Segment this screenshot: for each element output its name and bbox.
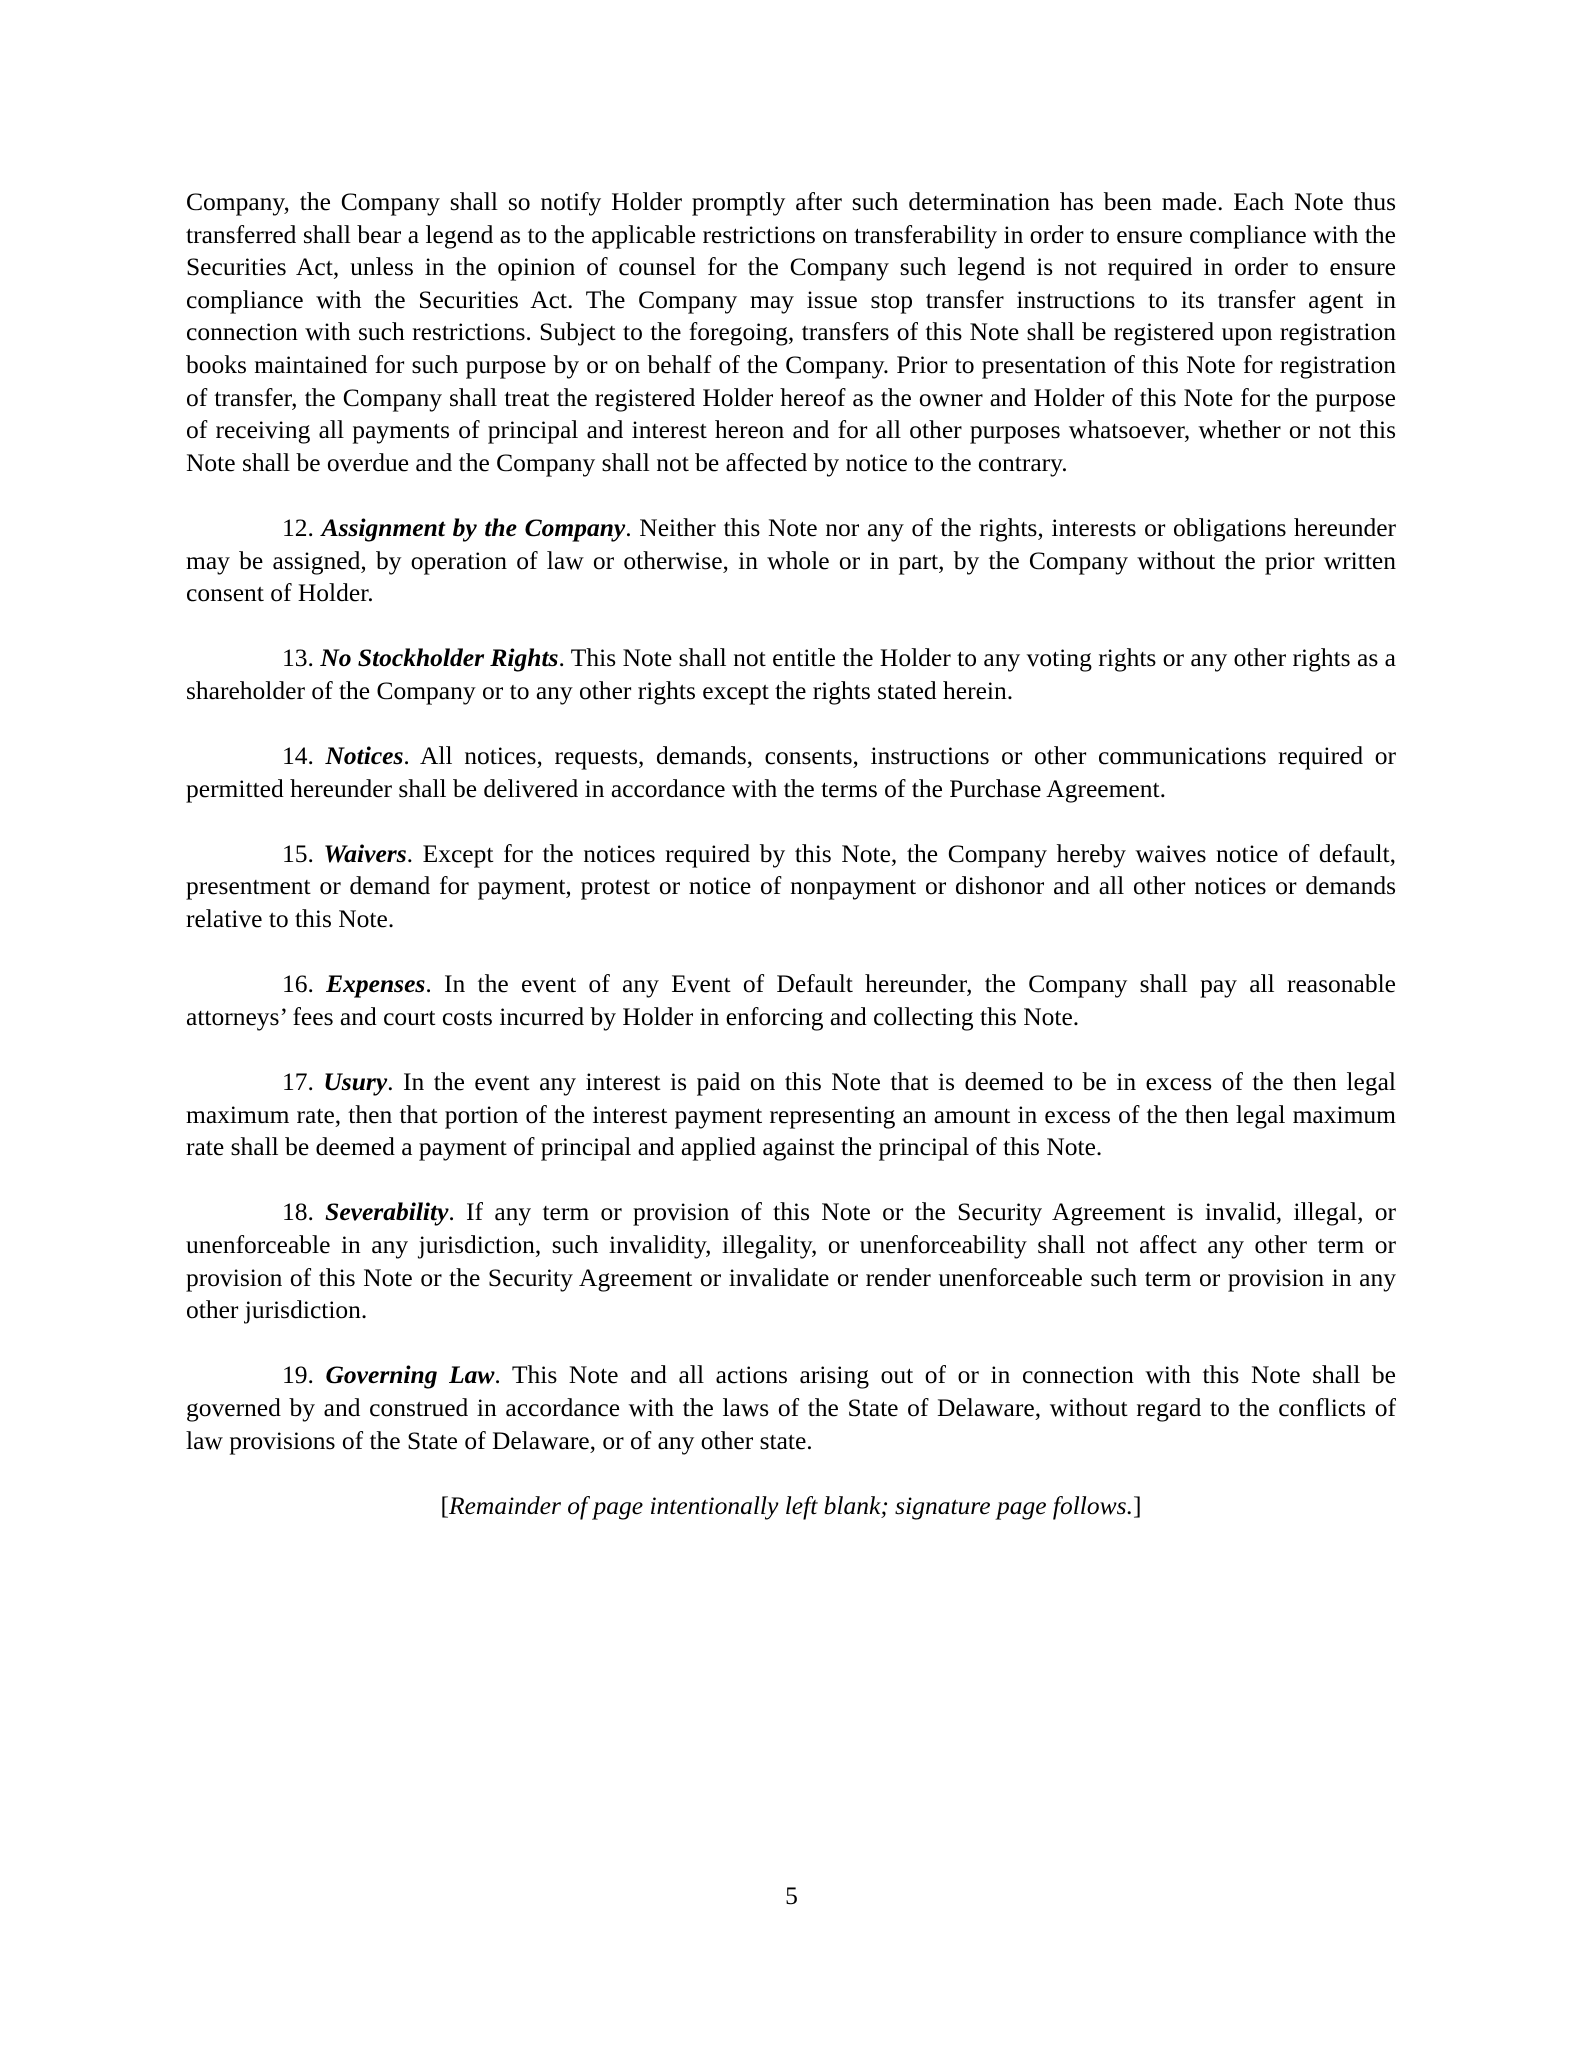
section-13	[186, 642, 1396, 707]
section-number: 15.	[282, 838, 314, 868]
continuation-paragraph: Company, the Company shall so notify Holder promptly after such determination has been made. Each Note thus transferred shall bear a legend as to the applicable restrictions on transferability in order to ensure compliance with the Securities Act, unless in the opinion of counsel for the Company such legend is not required in order to ensure compliance with the Securities Act. The Company may issue stop transfer instructions to its transfer agent in connection with such restrictions. Subject to the foregoing, transfers of this Note shall be registered upon registration books maintained for such purpose by or on behalf of the Company. Prior to presentation of this Note for registration of transfer, the Company shall treat the registered Holder hereof as the owner and Holder of this Note for the purpose of receiving all payments of principal and interest hereon and for all other purposes whatsoever, whether or not this Note shall be overdue and the Company shall not be affected by notice to the contrary.	[186, 187, 1396, 477]
section-heading: Usury	[323, 1067, 388, 1097]
remainder-open-bracket: [	[440, 1490, 450, 1520]
section-heading: Notices	[325, 741, 404, 771]
remainder-text: Remainder of page intentionally left blank; signature page follows.	[449, 1490, 1133, 1520]
section-heading: Assignment by the Company	[321, 512, 626, 542]
section-body: . Except for the notices required by this Note, the Company hereby waives notice of default, presentment or demand for payment, protest or notice of nonpayment or dishonor and all other notices or demands relative to this Note.	[186, 838, 1397, 934]
section-body: . This Note shall not entitle the Holder to any voting rights or any other rights as a shareholder of the Company or to any other rights except the rights stated herein.	[186, 643, 1397, 705]
section-number: 13.	[282, 643, 314, 673]
document-body	[186, 186, 1396, 1522]
section-number: 12.	[282, 512, 314, 542]
section-16	[186, 968, 1396, 1033]
section-number: 14.	[282, 741, 314, 771]
section-heading: No Stockholder Rights	[320, 643, 559, 673]
section-12	[186, 512, 1396, 610]
section-14	[186, 740, 1396, 805]
section-17	[186, 1066, 1396, 1164]
section-18	[186, 1196, 1396, 1326]
section-15	[186, 838, 1396, 936]
section-number: 19.	[282, 1360, 314, 1390]
section-body: . If any term or provision of this Note or the Security Agreement is invalid, illegal, or unenforceable in any jurisdiction, such invalidity, illegality, or unenforceability shall not affect any other term or provision of this Note or the Security Agreement or invalidate or render unenforceable such term or provision in any other jurisdiction.	[186, 1197, 1396, 1325]
remainder-note	[186, 1490, 1396, 1523]
page-number: 5	[785, 1881, 798, 1910]
section-body: . This Note and all actions arising out of or in connection with this Note shall be governed by and construed in accordance with the laws of the State of Delaware, without regard to the conflicts of law provisions of the State of Delaware, or of any other state.	[186, 1360, 1396, 1455]
section-heading: Expenses	[326, 969, 426, 999]
section-body: . All notices, requests, demands, consents, instructions or other communications required or permitted hereunder shall be delivered in accordance with the terms of the Purchase Agreement.	[186, 741, 1397, 803]
section-19	[186, 1359, 1396, 1457]
section-number: 17.	[282, 1067, 314, 1097]
section-heading: Severability	[325, 1197, 449, 1227]
section-number: 16.	[282, 969, 314, 999]
section-body: . In the event of any Event of Default hereunder, the Company shall pay all reasonable attorneys’ fees and court costs incurred by Holder in enforcing and collecting this Note.	[186, 969, 1396, 1031]
section-heading: Waivers	[323, 838, 407, 868]
remainder-close-bracket: ]	[1132, 1490, 1142, 1520]
section-body: . Neither this Note nor any of the rights, interests or obligations hereunder may be assigned, by operation of law or otherwise, in whole or in part, by the Company without the prior written consent of Holder.	[186, 512, 1396, 608]
section-heading: Governing Law	[325, 1360, 495, 1390]
section-body: . In the event any interest is paid on this Note that is deemed to be in excess of the then legal maximum rate, then that portion of the interest payment representing an amount in excess of the then legal maximum rate shall be deemed a payment of principal and applied against the principal of this Note.	[186, 1067, 1396, 1162]
section-number: 18.	[282, 1197, 314, 1227]
